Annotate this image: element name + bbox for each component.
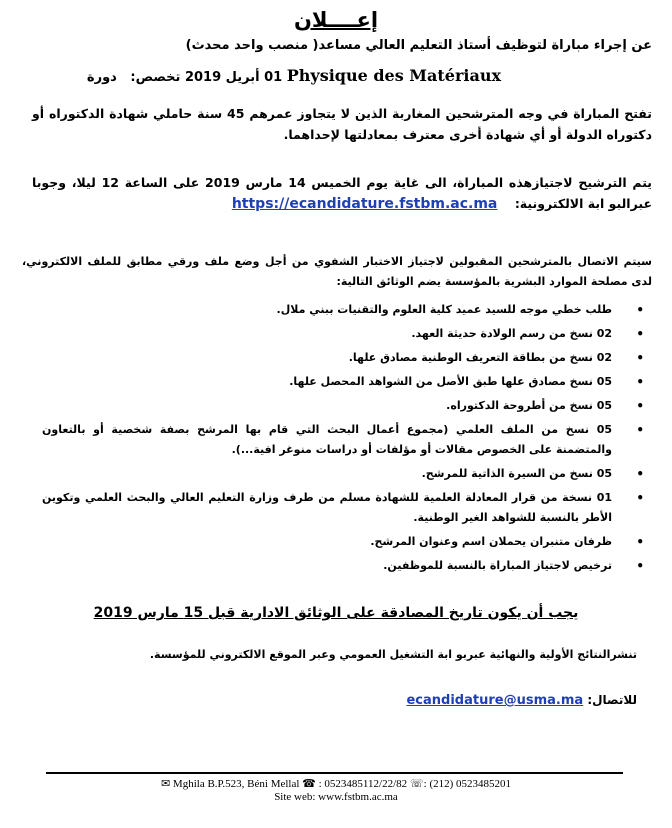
- bullet-icon: •: [636, 303, 644, 317]
- list-item: • 05 نسخ من أطروحة الدكتوراه.: [42, 396, 652, 416]
- list-item: • ترخيص لاجتياز المباراة بالنسبة للموظفين.: [42, 556, 652, 576]
- list-item: • 05 نسخ مصادق علها طبق الأصل من الشواهد المحصل علها.: [42, 372, 652, 392]
- footer-website: Site web: www.fstbm.ac.ma: [274, 791, 398, 803]
- list-item: • 01 نسخة من قرار المعادلة العلمية للشهادة مسلم من طرف وزارة التعليم العالي والبحث العلمي وتكوين الأطر بالنسبة للشواهد الغير الوطنية.: [42, 488, 652, 528]
- contact-line: [406, 693, 637, 708]
- bullet-icon: •: [636, 559, 644, 573]
- list-item: • طلب خطي موجه للسيد عميد كلية العلوم والتقنيات ببني ملال.: [42, 300, 652, 320]
- footer-address: ✉ Mghila B.P.523, Béni Mellal ☎ : 0523485112/22/82 ☏: (212) 0523485201: [160, 778, 512, 790]
- list-item: • 05 نسخ من السيرة الذاتية للمرشح.: [42, 464, 652, 484]
- session-label: دورة: [86, 70, 117, 85]
- footer-divider: [46, 772, 623, 774]
- list-item: • 02 نسخ من رسم الولادة حديثة العهد.: [42, 324, 652, 344]
- documents-list: [42, 300, 652, 580]
- bullet-icon: •: [636, 351, 644, 365]
- results-notice: تنشرالنتائج الأولية والنهائية عبربو ابة التشغيل العمومي وعبر الموقع الالكتروني للمؤسسة.: [149, 648, 637, 661]
- deadline-notice: يجب أن يكون تاريخ المصادقة على الوثائق الادارية قبل 15 مارس 2019: [93, 605, 579, 621]
- page-title: إعــــلان: [293, 8, 379, 32]
- eligibility-paragraph: تفتح المباراة في وجه المترشحين المغاربة الذين لا يتجاوز عمرهم 45 سنة حاملي شهادة الدكتوراه أو دكتوراه الدولة أو أي شهادة أخرى معترف بمعادلتها لإحداهما.: [32, 106, 652, 142]
- session-line: [87, 66, 507, 85]
- bullet-icon: •: [636, 375, 644, 389]
- application-text: يتم الترشيح لاجتيازهذه المباراة، الى غاية يوم الخميس 14 مارس 2019 على الساعة 12 ليلا، وجوبا عبرالبو ابة الالكترونية:: [32, 175, 652, 211]
- contact-email-link[interactable]: ecandidature@usma.ma: [406, 693, 584, 708]
- bullet-icon: •: [636, 467, 644, 481]
- contact-label: للاتصال:: [587, 693, 637, 707]
- footer: [0, 778, 672, 804]
- application-paragraph: [32, 172, 652, 215]
- session-date: 01 أبريل 2019 تخصص:: [130, 70, 283, 85]
- announcement-subtitle: عن إجراء مباراة لتوظيف أستاذ التعليم العالي مساعد( منصب واحد محدث): [185, 38, 652, 53]
- bullet-icon: •: [636, 535, 644, 549]
- bullet-icon: •: [636, 491, 644, 505]
- application-url-link[interactable]: https://ecandidature.fstbm.ac.ma: [231, 196, 498, 212]
- bullet-icon: •: [636, 399, 644, 413]
- list-item: • 05 نسخ من الملف العلمي (مجموع أعمال البحث التي قام بها المرشح بصفة شخصية أو بالتعاون والمتضمنة على الخصوص مقالات أو مؤلفات أو دراسات منوغر افية...).: [42, 420, 652, 460]
- list-item: • 02 نسخ من بطاقة التعريف الوطنية مصادق علها.: [42, 348, 652, 368]
- documents-intro: سيتم الاتصال بالمترشحين المقبولين لاجتياز الاختبار الشفوي من أجل وضع ملف ورقي مطابق للملف الالكتروني، لدى مصلحة الموارد البشرية بالمؤسسة يضم الوثائق التالية:: [22, 255, 652, 288]
- specialty: Physique des Matériaux: [286, 66, 501, 85]
- bullet-icon: •: [636, 327, 644, 341]
- list-item: • ظرفان متنبران يحملان اسم وعنوان المرشح.: [42, 532, 652, 552]
- bullet-icon: •: [636, 423, 644, 437]
